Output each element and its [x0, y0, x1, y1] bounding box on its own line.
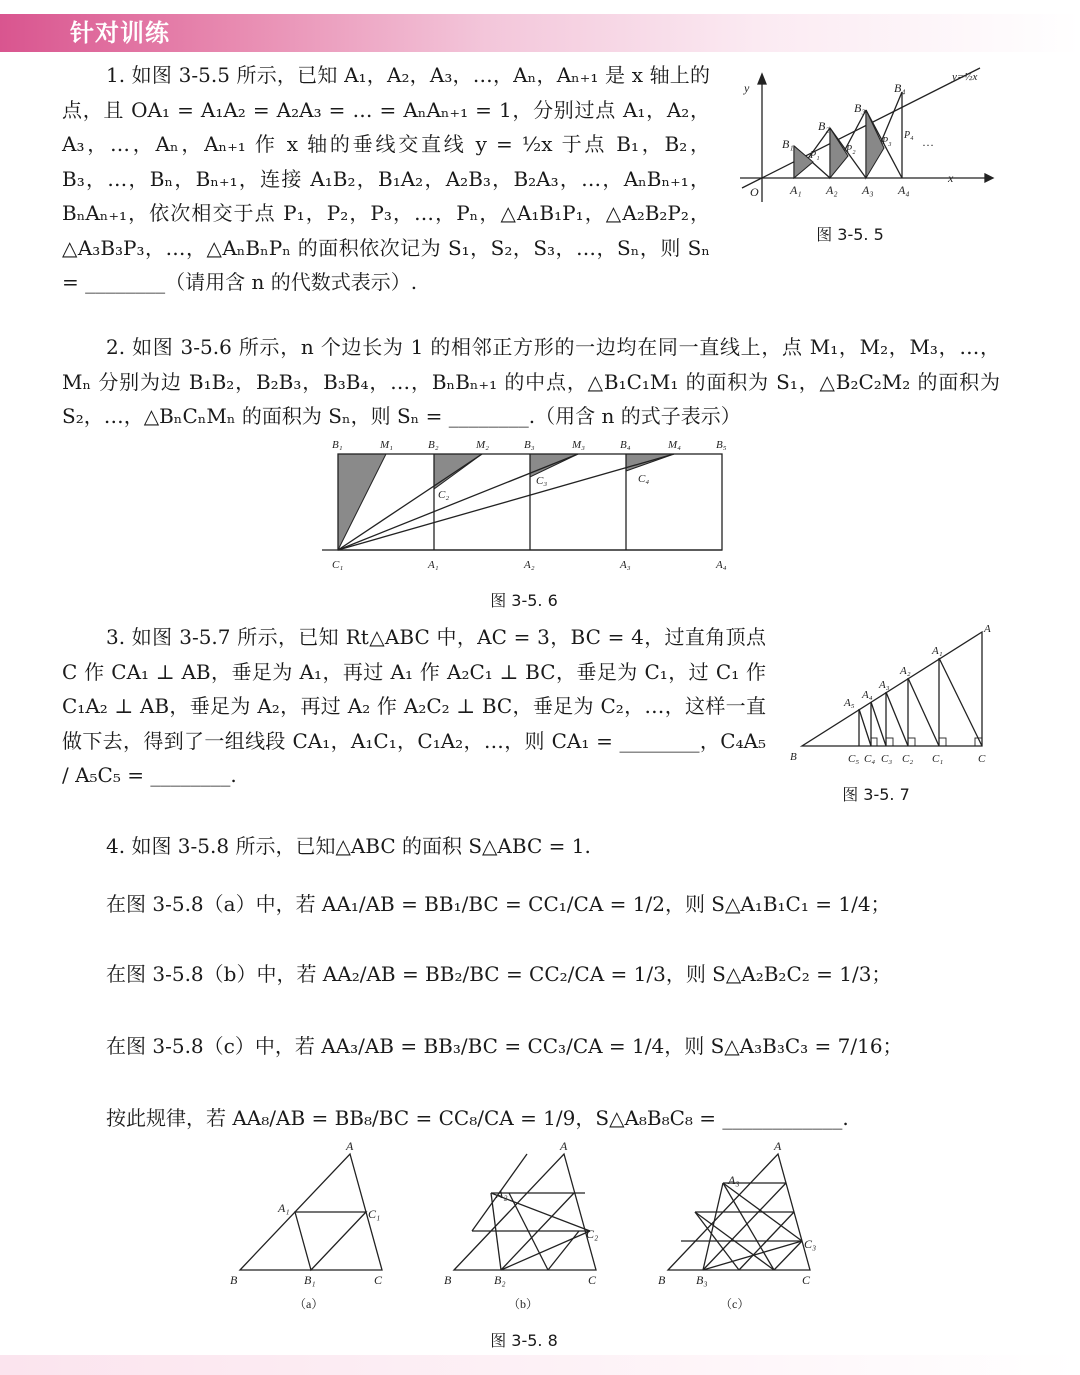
fig355-p3: P₃: [882, 136, 892, 147]
fig355-b4: B₄: [894, 81, 906, 95]
fig356-a3: A₃: [620, 559, 631, 571]
fig358-c-b: B: [658, 1273, 666, 1287]
fig358-b-apex: A: [560, 1140, 568, 1153]
fig358-a-c1: C₁: [368, 1207, 381, 1221]
fig358-c-a3: A₃: [728, 1173, 740, 1187]
fig356-m2: M₂: [476, 439, 489, 451]
fig357-c: C: [978, 753, 986, 765]
fig358-b-c2: C₂: [586, 1227, 599, 1241]
problem-3-text: 3. 如图 3-5.7 所示，已知 Rt△ABC 中，AC = 3，BC = 4，过直角顶点 C 作 CA₁ ⊥ AB，垂足为 A₁，再过 A₁ 作 A₂C₁ ⊥ BC，垂足为 C₁，过 C₁ 作 C₁A₂ ⊥ AB，垂足为 A₂，再过 A₂ 作 A₂C₂ ⊥ BC，垂足为 C₂，…，这样一直做下去，得到了一组线段 CA₁，A₁C₁，C₁A₂，…，则 CA₁ = ________，C₄A₅ / A₅C₅ = ________.: [62, 625, 766, 787]
fig357-c4: C₄: [864, 753, 876, 765]
fig358-a-b1: B₁: [304, 1273, 316, 1287]
fig355-b2: B₂: [818, 119, 830, 133]
fig358-b-b: B: [444, 1273, 452, 1287]
fig356-m1: M₁: [380, 439, 393, 451]
fig355-a3: A₃: [862, 183, 874, 197]
fig358-a-b: B: [230, 1273, 238, 1287]
fig357-c1: C₁: [932, 753, 944, 765]
fig355-p4: P₄: [904, 130, 914, 141]
fig355-line-label: y=½x: [952, 71, 978, 83]
fig356-a1: A₁: [428, 559, 439, 571]
problem-1-text: 1. 如图 3-5.5 所示，已知 A₁，A₂，A₃，…，Aₙ，Aₙ₊₁ 是 x 轴上的点，且 OA₁ = A₁A₂ = A₂A₃ = … = AₙAₙ₊₁ = 1，分别过点 A₁，A₂，A₃，…，Aₙ，Aₙ₊₁ 作 x 轴的垂线交直线 y = ½x 于点 B₁，B₂，B₃，…，Bₙ，Bₙ₊₁，连接 A₁B₂，B₁A₂，A₂B₃，B₂A₃，…，AₙBₙ₊₁，BₙAₙ₊₁，依次相交于点 P₁，P₂，P₃，…，Pₙ，△A₁B₁P₁，△A₂B₂P₂，△A₃B₃P₃，…，△AₙBₙPₙ 的面积依次记为 S₁，S₂，S₃，…，Sₙ，则 Sₙ = ________（请用含 n 的代数式表示）.: [62, 63, 710, 294]
bottom-band: [0, 1355, 1080, 1375]
fig356-a2: A₂: [524, 559, 535, 571]
figure-3-5-7: [782, 618, 994, 768]
fig357-a3: A₃: [879, 679, 890, 691]
caption-fig-3-5-8: 图 3-5. 8: [490, 1331, 558, 1350]
fig356-b5: B₅: [716, 439, 727, 451]
fig355-p2: P₂: [846, 144, 856, 155]
fig358-b-c: C: [588, 1273, 597, 1287]
fig358-c-triangle: [668, 1154, 810, 1270]
fig357-a5: A₅: [844, 697, 855, 709]
fig358-c-c3: C₃: [804, 1237, 817, 1251]
fig357-a1: A₁: [932, 645, 943, 657]
fig355-x-label: x: [948, 171, 954, 185]
caption-fig-3-5-7: 图 3-5. 7: [842, 785, 910, 804]
fig355-b1: B₁: [782, 137, 794, 151]
fig356-c2: C₂: [438, 489, 450, 501]
fig356-c1: C₁: [332, 559, 344, 571]
fig358-c-b3: B₃: [696, 1273, 708, 1287]
problem-4-case-b: 在图 3-5.8（b）中，若 AA₂/AB = BB₂/BC = CC₂/CA = 1/3，则 S△A₂B₂C₂ = 1/3；: [106, 962, 892, 986]
fig355-a1: A₁: [790, 183, 802, 197]
fig358-a-c: C: [374, 1273, 383, 1287]
problem-2-text: 2. 如图 3-5.6 所示，n 个边长为 1 的相邻正方形的一边均在同一直线上，点 M₁，M₂，M₃，…，Mₙ 分别为边 B₁B₂，B₂B₃，B₃B₄，…，BₙBₙ₊₁ 的中点，△B₁C₁M₁ 的面积为 S₁，△B₂C₂M₂ 的面积为 S₂，…，△BₙCₙMₙ 的面积为 Sₙ，则 Sₙ = ________.（用含 n 的式子表示）: [62, 335, 1000, 428]
caption-fig-3-5-6: 图 3-5. 6: [490, 591, 558, 610]
fig358-a-apex: A: [346, 1140, 354, 1153]
fig358-c-c: C: [802, 1273, 811, 1287]
fig356-b3: B₃: [524, 439, 535, 451]
fig358-sub-a: （a）: [294, 1297, 324, 1311]
fig356-m4: M₄: [668, 439, 681, 451]
fig356-b1: B₁: [332, 439, 343, 451]
fig355-a4: A₄: [898, 183, 910, 197]
fig357-c3: C₃: [881, 753, 893, 765]
fig358-c-apex: A: [774, 1140, 782, 1153]
fig358-a-triangle: [240, 1154, 382, 1270]
problem-4-rule: 按此规律，若 AA₈/AB = BB₈/BC = CC₈/CA = 1/9，S△A₈B₈C₈ = ____________.: [106, 1106, 849, 1130]
figure-3-5-6: [318, 432, 738, 578]
section-title: 针对训练: [70, 19, 170, 47]
problem-4-intro: 4. 如图 3-5.8 所示，已知△ABC 的面积 S△ABC = 1.: [106, 834, 591, 858]
fig357-c5: C₅: [848, 753, 860, 765]
fig358-a-a1: A₁: [278, 1201, 290, 1215]
fig355-b3: B₃: [854, 101, 866, 115]
fig356-b4: B₄: [620, 439, 631, 451]
fig357-a2: A₂: [900, 665, 911, 677]
fig358-b-b2: B₂: [494, 1273, 506, 1287]
figure-3-5-5: [730, 62, 1000, 212]
fig355-p1: P₁: [810, 150, 820, 161]
fig356-b2: B₂: [428, 439, 439, 451]
fig356-c4: C₄: [638, 473, 650, 485]
problem-4-case-c: 在图 3-5.8（c）中，若 AA₃/AB = BB₃/BC = CC₃/CA = 1/4，则 S△A₃B₃C₃ = 7/16；: [106, 1034, 903, 1058]
fig357-a4: A₄: [862, 689, 873, 701]
fig358-sub-b: （b）: [508, 1297, 539, 1311]
fig356-m3: M₃: [572, 439, 585, 451]
problem-4-case-a: 在图 3-5.8（a）中，若 AA₁/AB = BB₁/BC = CC₁/CA = 1/2，则 S△A₁B₁C₁ = 1/4；: [106, 892, 891, 916]
fig355-origin-label: O: [750, 185, 759, 199]
fig358-b-triangle: [454, 1154, 599, 1270]
fig355-dots: …: [922, 135, 934, 149]
fig358-sub-c: （c）: [720, 1297, 750, 1311]
fig357-c2: C₂: [902, 753, 914, 765]
figure-3-5-8: [224, 1140, 844, 1320]
fig356-c3: C₃: [536, 475, 548, 487]
fig358-b-a2: A₂: [496, 1187, 508, 1201]
fig357-b: B: [790, 751, 797, 763]
fig355-a2: A₂: [826, 183, 838, 197]
fig356-a4: A₄: [716, 559, 727, 571]
caption-fig-3-5-5: 图 3-5. 5: [816, 225, 884, 244]
fig357-a: A: [984, 623, 991, 635]
fig355-y-label: y: [744, 81, 750, 95]
